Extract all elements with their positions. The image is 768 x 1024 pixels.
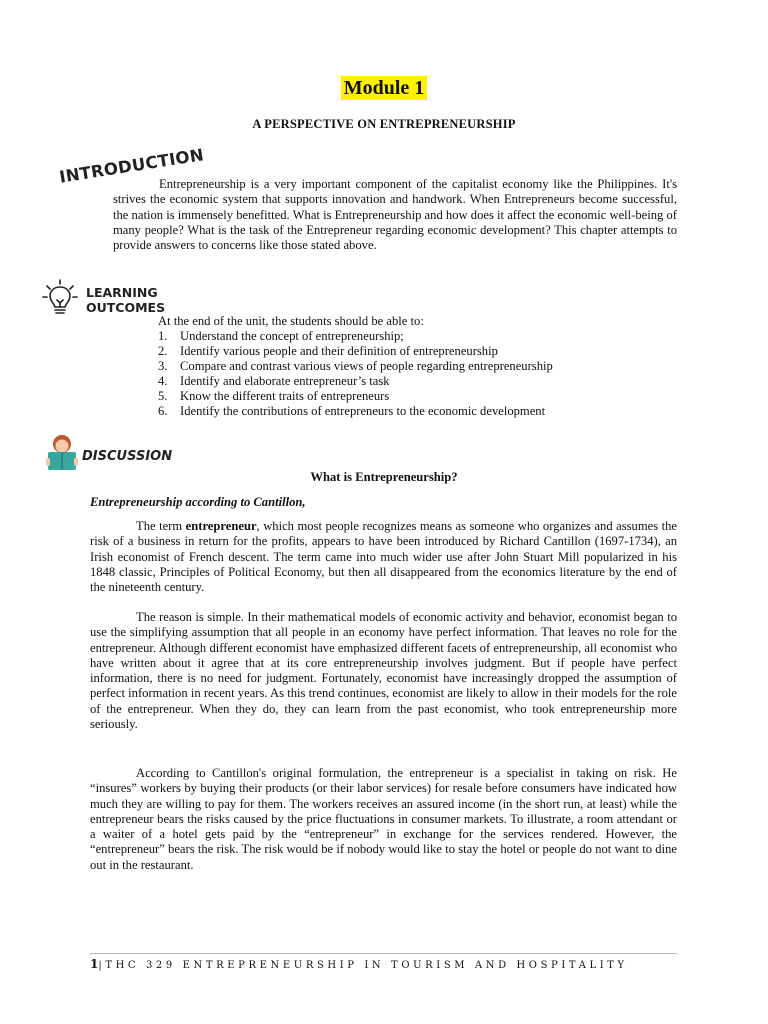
student-reading-icon <box>45 434 79 472</box>
module-subtitle: A PERSPECTIVE ON ENTREPRENEURSHIP <box>252 117 516 131</box>
learning-outcomes-badge-line2: OUTCOMES <box>86 300 166 315</box>
learning-outcomes-intro: At the end of the unit, the students should be able to: <box>158 314 424 328</box>
introduction-paragraph: Entrepreneurship is a very important component of the capitalist economy like the Philippines. It's strives the economic system that supports innovation and handwork. When Entrepreneurs become successful, the nation is immensely benefitted. What is Entrepreneurship and how does it affect the economic well-being of many people? What is the task of the Entrepreneur regarding economic development? This chapter attempts to provide answers to concerns like those stated above. <box>113 177 677 253</box>
discussion-badge: DISCUSSION <box>82 449 173 464</box>
paragraph-1-rest: , which most people recognizes means as someone who organizes and assumes the risk of a business in return for the profits, appears to have been introduced by Richard Cantillon (1697-1734), an Irish economist of French descent. The term came into much wider use after John Stuart Mill popularized in his 1848 classic, Principles of Political Economy, but then all disappeared from the economics literature by the end of the nineteenth century. <box>90 519 677 595</box>
paragraph-2: The reason is simple. In their mathematical models of economic activity and behavior, economist began to use the simplifying assumption that all people in an economy have perfect information. That leaves no role for the entrepreneur. Although different economist have emphasized different facets of entrepreneurship, all economist who have written about it agree that at its core entrepreneurship involves judgment. But if people have perfect information, there is no need for judgment. Fortunately, economist have increasingly dropped the assumption of perfect information in recent years. As this trend continues, economist are likely to allow in their models for the role of the entrepreneur. When they do, they can learn from the past economist, who took entrepreneurship more seriously. <box>90 610 677 732</box>
list-item <box>158 344 553 359</box>
module-title-text: Module 1 <box>341 76 428 100</box>
list-item-text: Understand the concept of entrepreneurship; <box>180 329 404 343</box>
list-item <box>158 374 553 389</box>
paragraph-3: According to Cantillon's original formulation, the entrepreneur is a specialist in taking on risk. He “insures” workers by buying their products (or their labor services) for resale before consumers have indicated how much they are willing to pay for them. The workers receives an assured income (in the short run, at least) while the entrepreneur bears the risks caused by the price fluctuations in consumer markets. To illustrate, a room attendant or a waiter of a hotel gets paid by the “entrepreneur” in exchange for the services rendered. However, the “entrepreneur” bears the risk. The risk would be if nobody would like to stay the hotel or people do not want to dine out in the restaurant. <box>90 766 677 872</box>
learning-outcomes-badge <box>86 285 165 315</box>
list-item-number: 5. <box>158 388 168 403</box>
cantillon-subheading: Entrepreneurship according to Cantillon, <box>90 495 306 509</box>
module-title <box>0 77 768 100</box>
list-item-text: Identify various people and their definition of entrepreneurship <box>180 343 498 358</box>
list-item <box>158 404 553 419</box>
list-item <box>158 329 553 344</box>
list-item-text: Identify and elaborate entrepreneur’s task <box>180 373 390 388</box>
learning-outcomes-list <box>158 329 553 418</box>
introduction-badge: INTRODUCTION <box>58 145 206 187</box>
list-item-text: Identify the contributions of entrepreneurs to the economic development <box>180 403 546 418</box>
footer-separator: | <box>98 960 106 971</box>
footer-divider <box>90 953 677 954</box>
page-footer <box>90 957 628 971</box>
list-item-text: Know the different traits of entrepreneurs <box>180 388 390 403</box>
list-item-text: Compare and contrast various views of people regarding entrepreneurship <box>180 358 553 373</box>
learning-outcomes-badge-line1: LEARNING <box>86 285 158 300</box>
lightbulb-icon <box>42 278 78 318</box>
list-item <box>158 389 553 404</box>
list-item <box>158 359 553 374</box>
list-item-number: 1. <box>158 329 168 343</box>
list-item-number: 6. <box>158 403 168 418</box>
paragraph-1-start: The term <box>136 519 186 533</box>
entrepreneur-term: entrepreneur <box>185 519 257 533</box>
page-number: 1 <box>90 957 99 971</box>
discussion-heading: What is Entrepreneurship? <box>310 470 458 484</box>
paragraph-1 <box>90 519 677 595</box>
list-item-number: 4. <box>158 373 168 388</box>
list-item-number: 2. <box>158 343 168 358</box>
list-item-number: 3. <box>158 358 168 373</box>
course-title: THC 329 ENTREPRENEURSHIP IN TOURISM AND HOSPITALITY <box>105 960 628 971</box>
